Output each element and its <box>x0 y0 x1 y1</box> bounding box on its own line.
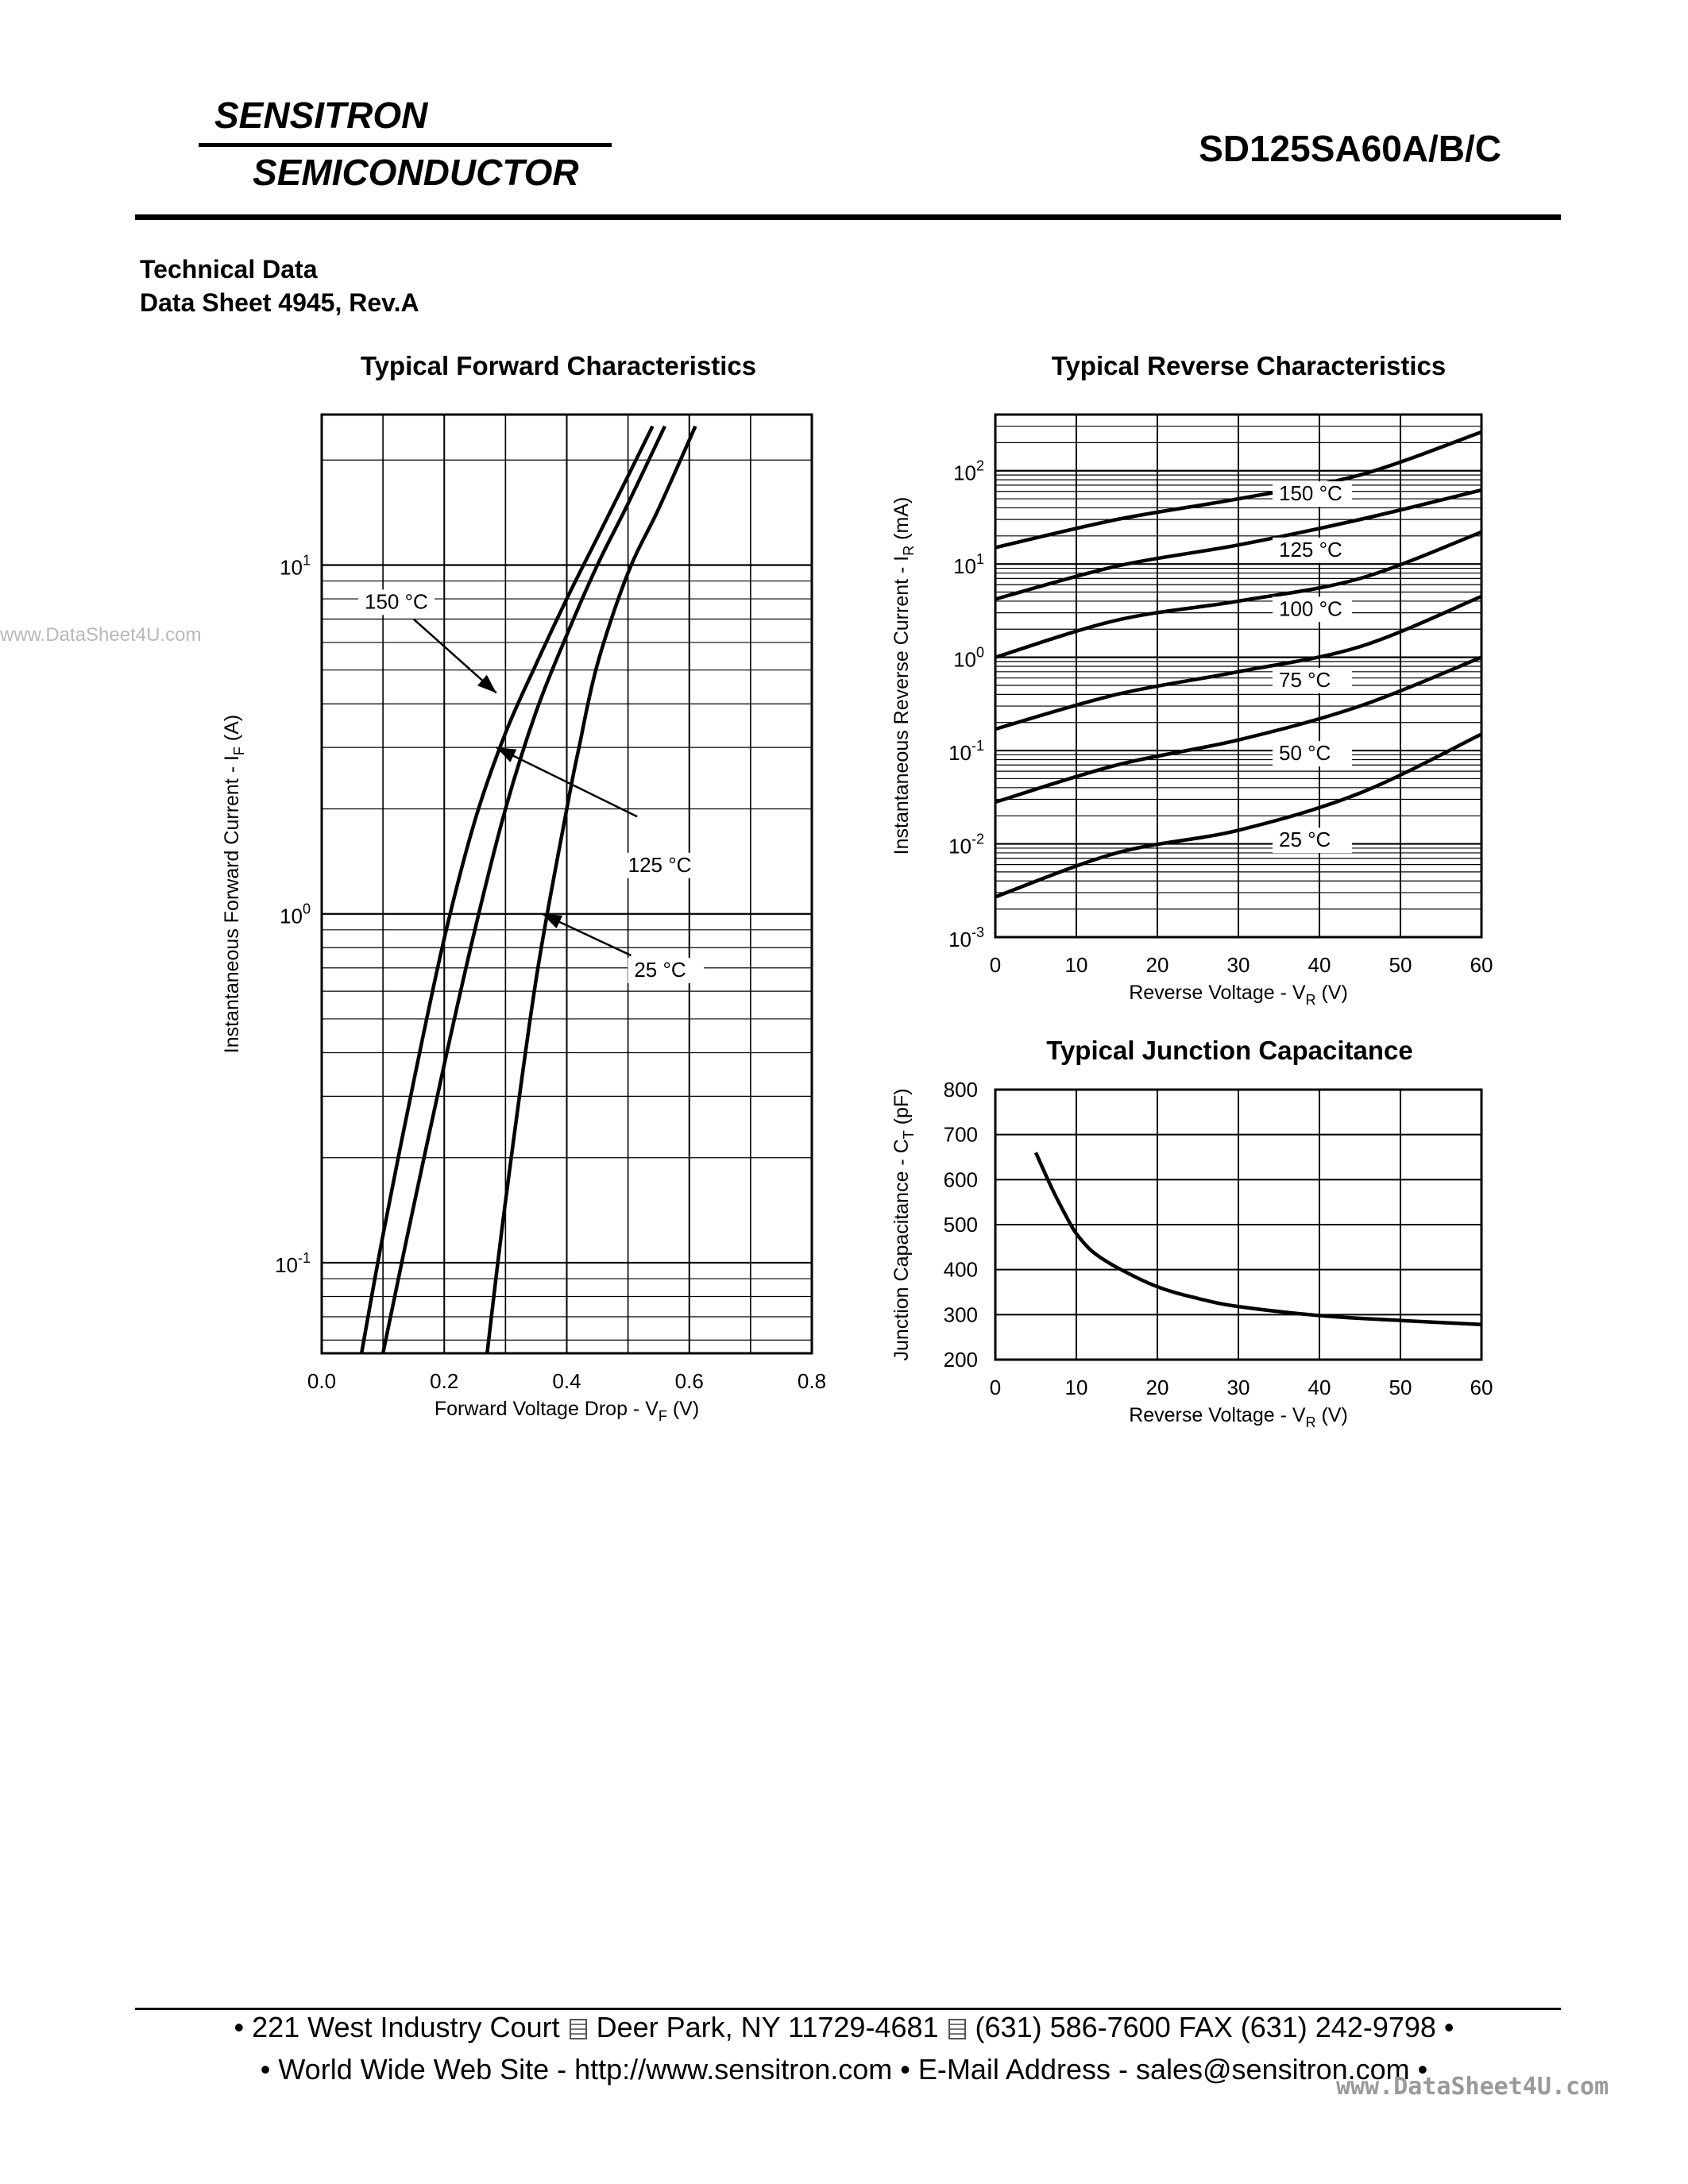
x-axis-label: Reverse Voltage - $V_R$ (V) <box>1129 982 1348 1008</box>
x-tick-label: 0.8 <box>797 1369 827 1393</box>
y-tick-label: $10^1$ <box>280 552 311 580</box>
annotation-label: 150 °C <box>364 589 428 614</box>
part-number: SD125SA60A/B/C <box>1199 128 1501 169</box>
series-line-CT <box>1036 1152 1481 1324</box>
series-label: 100 °C <box>1279 596 1342 621</box>
x-tick-label: 0.0 <box>307 1369 337 1393</box>
y-tick-label: $10^0$ <box>280 901 311 928</box>
y-axis-label: Instantaneous Forward Current - $I_F$ (A) <box>221 714 247 1054</box>
x-tick-label: 0.4 <box>552 1369 581 1393</box>
y-tick-label: $10^{-3}$ <box>948 924 984 951</box>
x-tick-label: 0 <box>989 1376 1002 1399</box>
y-tick-label: 600 <box>943 1167 978 1192</box>
footer-city: Deer Park, NY 11729-4681 <box>596 2011 939 2043</box>
y-axis-label: Instantaneous Reverse Current - $I_R$ (mA) <box>890 496 917 855</box>
footer-phone: (631) 586-7600 FAX (631) 242-9798 • <box>975 2011 1454 2043</box>
x-tick-label: 30 <box>1226 953 1250 977</box>
x-axis-label: Forward Voltage Drop - $V_F$ (V) <box>434 1398 700 1424</box>
grid-lines <box>995 415 1481 937</box>
watermark-left: www.DataSheet4U.com <box>0 624 202 646</box>
x-tick-label: 10 <box>1064 953 1088 977</box>
y-axis-label: Junction Capacitance - $C_T$ (pF) <box>890 1088 917 1361</box>
chart-title: Typical Forward Characteristics <box>360 351 757 380</box>
doc-number: Data Sheet 4945, Rev.A <box>140 288 419 317</box>
y-tick-label: $10^1$ <box>953 551 984 579</box>
footer-street: • 221 West Industry Court <box>234 2011 560 2043</box>
y-tick-label: 700 <box>943 1122 978 1147</box>
chart-title: Typical Junction Capacitance <box>1046 1036 1413 1065</box>
series-label: 25 °C <box>1279 828 1331 852</box>
chart-title: Typical Reverse Characteristics <box>1051 351 1447 380</box>
y-tick-label: 400 <box>943 1257 978 1282</box>
x-tick-label: 60 <box>1470 953 1493 977</box>
reverse-chart <box>890 351 1493 1008</box>
separator-icon <box>948 2019 966 2039</box>
x-tick-label: 0.6 <box>674 1369 704 1393</box>
y-tick-label: $10^{-1}$ <box>948 738 984 766</box>
x-tick-label: 40 <box>1308 1376 1331 1399</box>
separator-icon <box>570 2019 587 2039</box>
arrowhead-icon <box>496 747 517 762</box>
series-label: 75 °C <box>1279 667 1331 692</box>
x-tick-label: 0.2 <box>430 1369 459 1393</box>
y-tick-label: $10^2$ <box>953 457 984 485</box>
watermark-right: www.DataSheet4U.com <box>1336 2073 1609 2101</box>
company-name-line1: SENSITRON <box>214 95 428 136</box>
y-tick-label: 200 <box>943 1348 978 1372</box>
y-tick-label: $10^0$ <box>953 644 984 672</box>
footer-address <box>0 2011 1688 2044</box>
x-tick-label: 10 <box>1064 1376 1088 1399</box>
series-label: 150 °C <box>1279 481 1342 506</box>
y-tick-label: $10^{-2}$ <box>948 831 984 859</box>
y-tick-label: $10^{-1}$ <box>275 1249 311 1277</box>
annotation-label: 25 °C <box>634 957 686 982</box>
x-axis-label: Reverse Voltage - $V_R$ (V) <box>1129 1404 1348 1430</box>
x-tick-label: 50 <box>1389 953 1412 977</box>
x-tick-label: 0 <box>989 953 1002 977</box>
y-tick-label: 500 <box>943 1213 978 1237</box>
x-tick-label: 60 <box>1470 1376 1493 1399</box>
x-tick-label: 20 <box>1145 1376 1169 1399</box>
y-tick-label: 300 <box>943 1302 978 1327</box>
x-tick-label: 20 <box>1145 953 1169 977</box>
x-tick-label: 50 <box>1389 1376 1412 1399</box>
footer-rule <box>135 2008 1561 2010</box>
footer-web: • World Wide Web Site - http://www.sensitron.com • E-Mail Address - sales@sensitron.com • <box>260 2053 1428 2086</box>
forward-chart <box>221 351 826 1424</box>
y-tick-label: 800 <box>943 1078 978 1102</box>
x-tick-label: 40 <box>1308 953 1331 977</box>
series-label: 125 °C <box>1279 537 1342 561</box>
capacitance-chart <box>890 1036 1493 1430</box>
series-label: 50 °C <box>1279 741 1331 766</box>
grid-lines <box>322 415 812 1353</box>
doc-type: Technical Data <box>140 255 318 284</box>
x-tick-label: 30 <box>1226 1376 1250 1399</box>
annotation-label: 125 °C <box>628 852 692 877</box>
company-name-line2: SEMICONDUCTOR <box>253 152 579 193</box>
